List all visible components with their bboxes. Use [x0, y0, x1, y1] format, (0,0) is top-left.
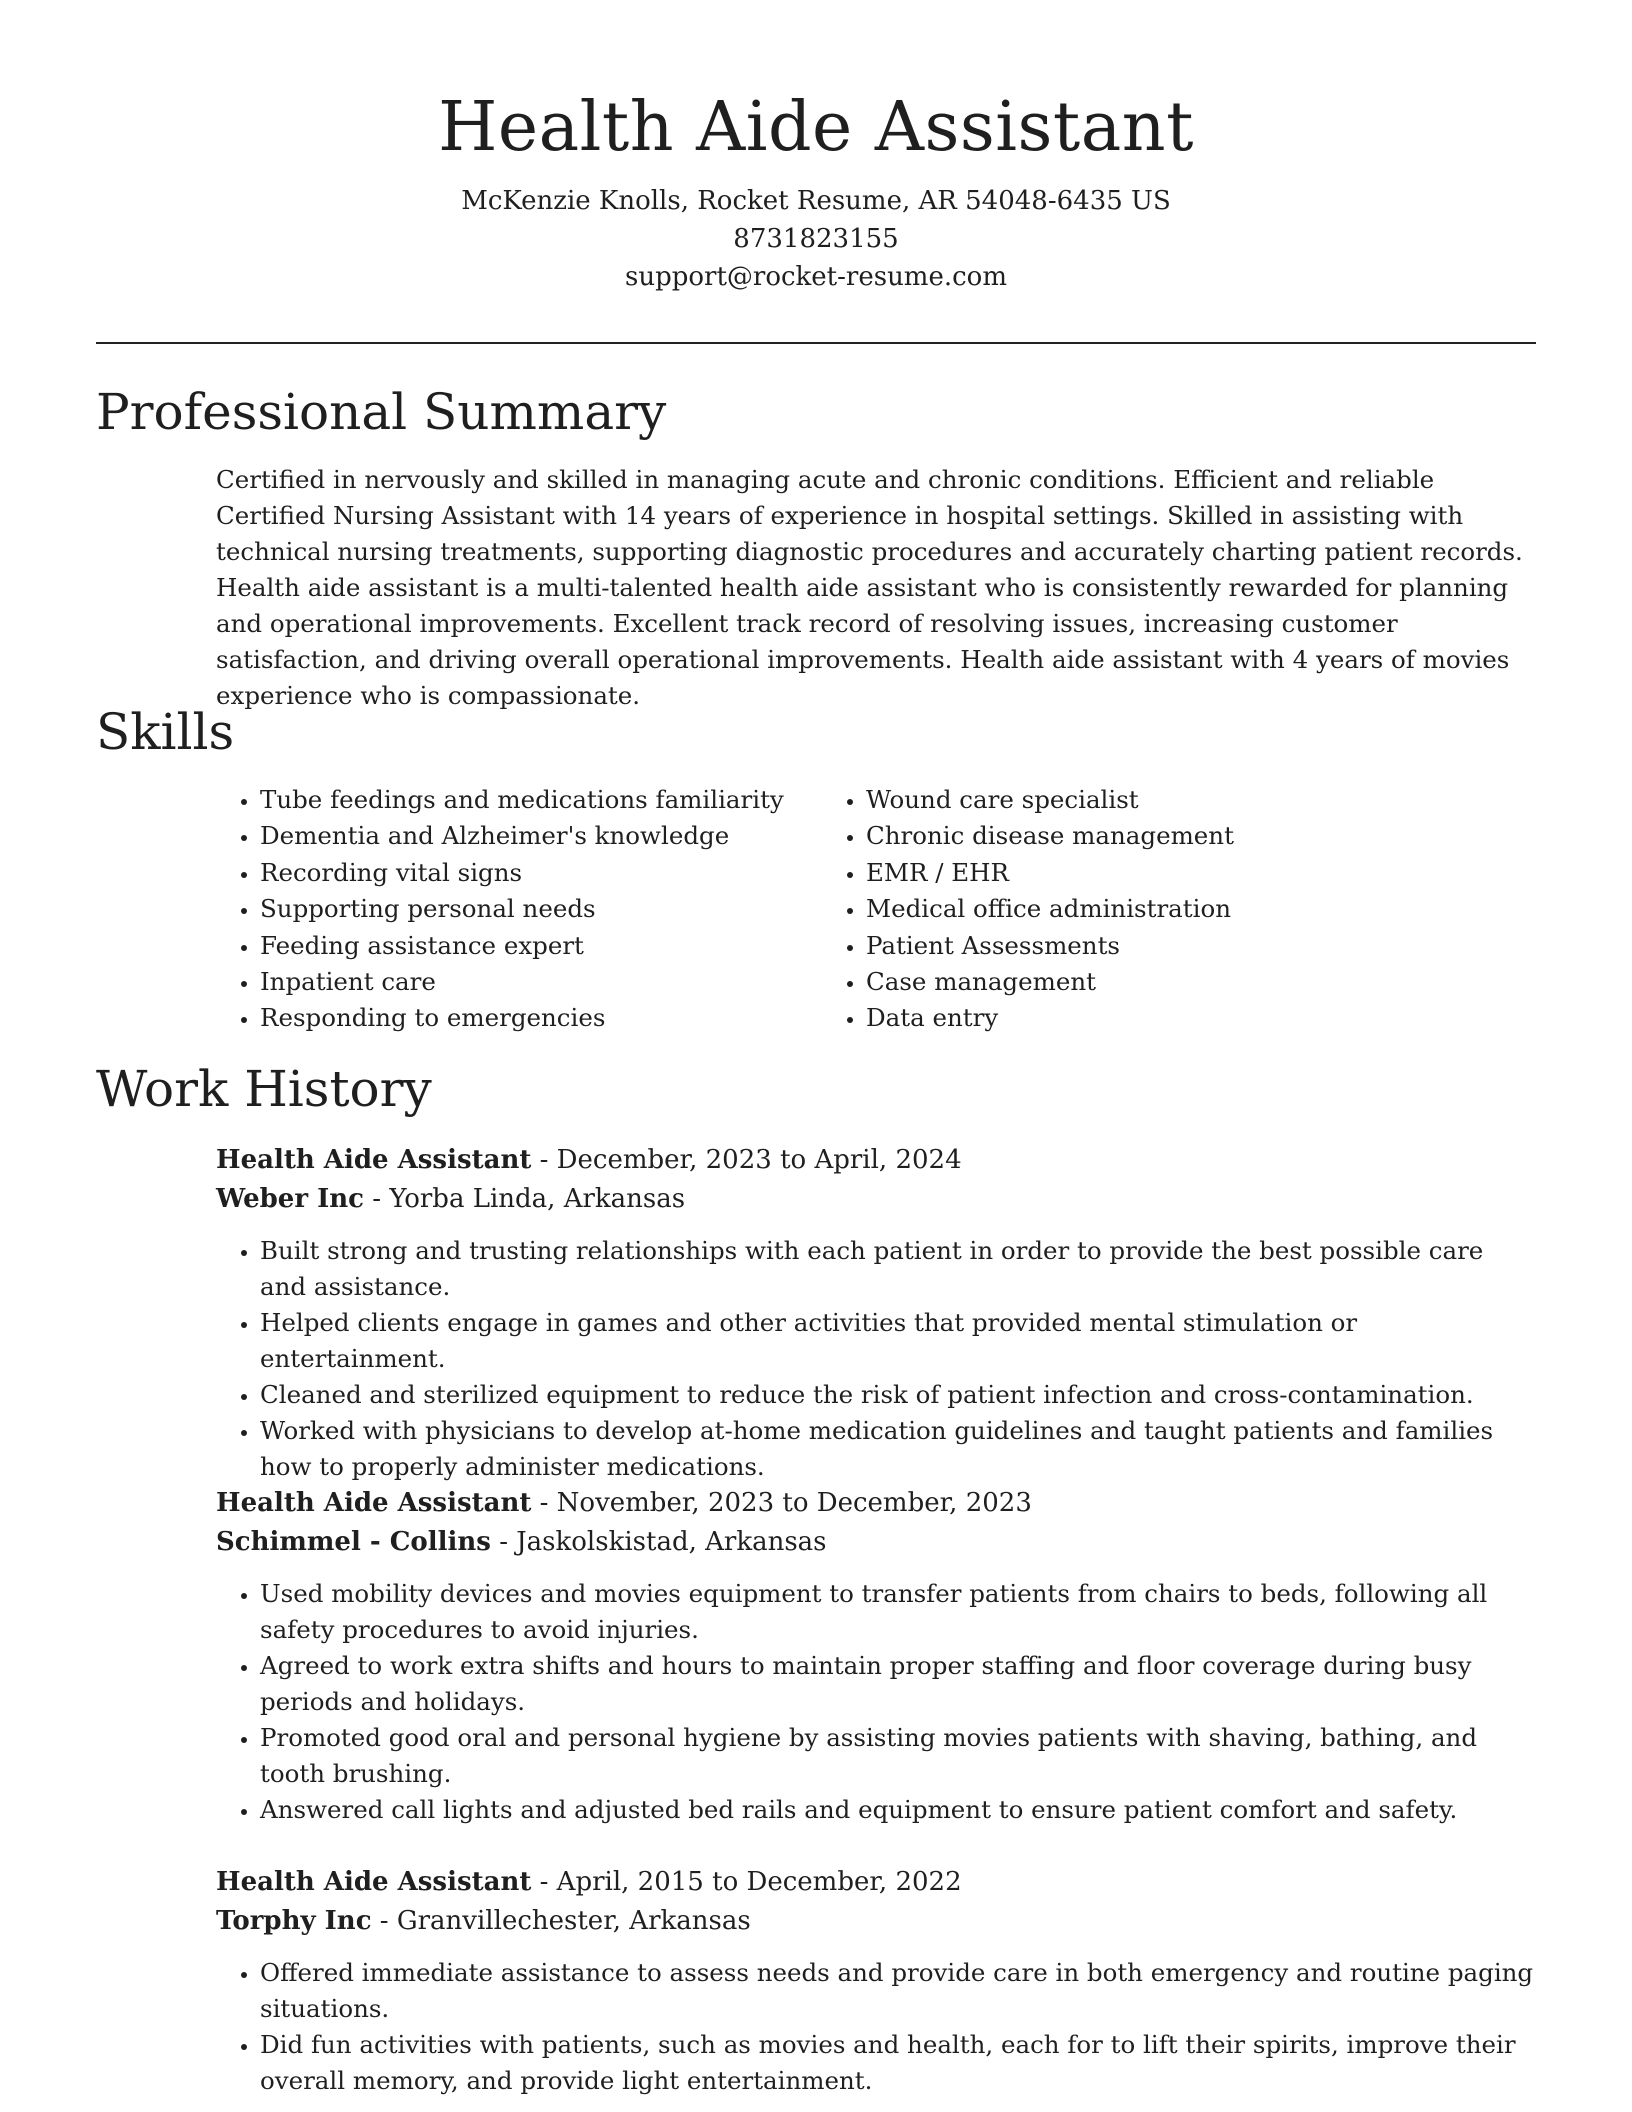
- job-role: Health Aide Assistant: [216, 1145, 532, 1175]
- job-bullet: • Answered call lights and adjusted bed rails and equipment to ensure patient comfort and safety.: [260, 1792, 1536, 1828]
- job-location: - Granvillechester, Arkansas: [371, 1906, 751, 1936]
- job-title-line: [216, 1484, 1536, 1523]
- job-company-line: [216, 1180, 1536, 1219]
- job-dates: - April, 2015 to December, 2022: [531, 1867, 962, 1897]
- job-role: Health Aide Assistant: [216, 1488, 532, 1518]
- job-bullets: [216, 1576, 1536, 1828]
- skill-item: • Medical office administration: [866, 891, 1472, 927]
- header-divider: [96, 342, 1536, 344]
- skill-item: • Patient Assessments: [866, 928, 1472, 964]
- job-location: - Yorba Linda, Arkansas: [364, 1184, 686, 1214]
- job-bullet: • Helped clients engage in games and other activities that provided mental stimulation or entertainment.: [260, 1305, 1536, 1377]
- contact-phone: 8731823155: [733, 224, 899, 254]
- skills-column-right: [822, 782, 1472, 1037]
- job-entry: [216, 1484, 1536, 1828]
- job-company: Schimmel - Collins: [216, 1527, 491, 1557]
- job-company: Torphy Inc: [216, 1906, 372, 1936]
- skills-heading: Skills: [96, 703, 235, 761]
- contact-block: [0, 182, 1632, 296]
- skill-item: • Recording vital signs: [260, 855, 822, 891]
- skill-item: • Tube feedings and medications familiarity: [260, 782, 822, 818]
- skill-item: • Data entry: [866, 1000, 1472, 1036]
- summary-text: Certified in nervously and skilled in managing acute and chronic conditions. Efficient and reliable Certified Nursing Assistant with 14 years of experience in hospital settings. Skilled in assisting with technical nursing treatments, supporting diagnostic procedures and accurately charting patient records. Health aide assistant is a multi-talented health aide assistant who is consistently rewarded for planning and operational improvements. Excellent track record of resolving issues, increasing customer satisfaction, and driving overall operational improvements. Health aide assistant with 4 years of movies experience who is compassionate.: [216, 465, 1523, 710]
- skills-column-left: [216, 782, 822, 1037]
- job-bullet: • Cleaned and sterilized equipment to reduce the risk of patient infection and cross-contamination.: [260, 1377, 1536, 1413]
- job-entry: [216, 1863, 1536, 2099]
- skill-item: • Chronic disease management: [866, 818, 1472, 854]
- summary-heading: Professional Summary: [96, 383, 667, 441]
- job-title-line: [216, 1141, 1536, 1180]
- job-company-line: [216, 1902, 1536, 1941]
- skill-item: • Feeding assistance expert: [260, 928, 822, 964]
- job-bullet: • Agreed to work extra shifts and hours to maintain proper staffing and floor coverage during busy periods and holidays.: [260, 1648, 1536, 1720]
- work-history-heading: Work History: [96, 1060, 432, 1118]
- skill-item: • Wound care specialist: [866, 782, 1472, 818]
- resume-header: [0, 0, 1632, 296]
- job-title-line: [216, 1863, 1536, 1902]
- skill-item: • Dementia and Alzheimer's knowledge: [260, 818, 822, 854]
- contact-email: support@rocket-resume.com: [624, 262, 1007, 292]
- job-bullet: • Used mobility devices and movies equipment to transfer patients from chairs to beds, following all safety procedures to avoid injuries.: [260, 1576, 1536, 1648]
- skill-item: • Responding to emergencies: [260, 1000, 822, 1036]
- job-bullets: [216, 1233, 1536, 1485]
- skills-list: [216, 782, 1536, 1037]
- resume-name: Health Aide Assistant: [438, 88, 1194, 167]
- contact-address: McKenzie Knolls, Rocket Resume, AR 54048-6435 US: [461, 186, 1171, 216]
- job-dates: - November, 2023 to December, 2023: [531, 1488, 1032, 1518]
- job-bullet: • Promoted good oral and personal hygiene by assisting movies patients with shaving, bathing, and tooth brushing.: [260, 1720, 1536, 1792]
- job-bullet: • Built strong and trusting relationships with each patient in order to provide the best possible care and assistance.: [260, 1233, 1536, 1305]
- job-bullet: • Offered immediate assistance to assess needs and provide care in both emergency and routine paging situations.: [260, 1955, 1536, 2027]
- skill-item: • Inpatient care: [260, 964, 822, 1000]
- job-bullet: • Worked with physicians to develop at-home medication guidelines and taught patients and families how to properly administer medications.: [260, 1413, 1536, 1485]
- job-company-line: [216, 1523, 1536, 1562]
- skill-item: • Case management: [866, 964, 1472, 1000]
- job-role: Health Aide Assistant: [216, 1867, 532, 1897]
- job-entry: [216, 1141, 1536, 1485]
- skill-item: • EMR / EHR: [866, 855, 1472, 891]
- job-bullet: • Did fun activities with patients, such as movies and health, each for to lift their spirits, improve their overall memory, and provide light entertainment.: [260, 2027, 1536, 2099]
- job-company: Weber Inc: [216, 1184, 364, 1214]
- job-bullets: [216, 1955, 1536, 2099]
- skill-item: • Supporting personal needs: [260, 891, 822, 927]
- job-dates: - December, 2023 to April, 2024: [531, 1145, 962, 1175]
- job-location: - Jaskolskistad, Arkansas: [490, 1527, 827, 1557]
